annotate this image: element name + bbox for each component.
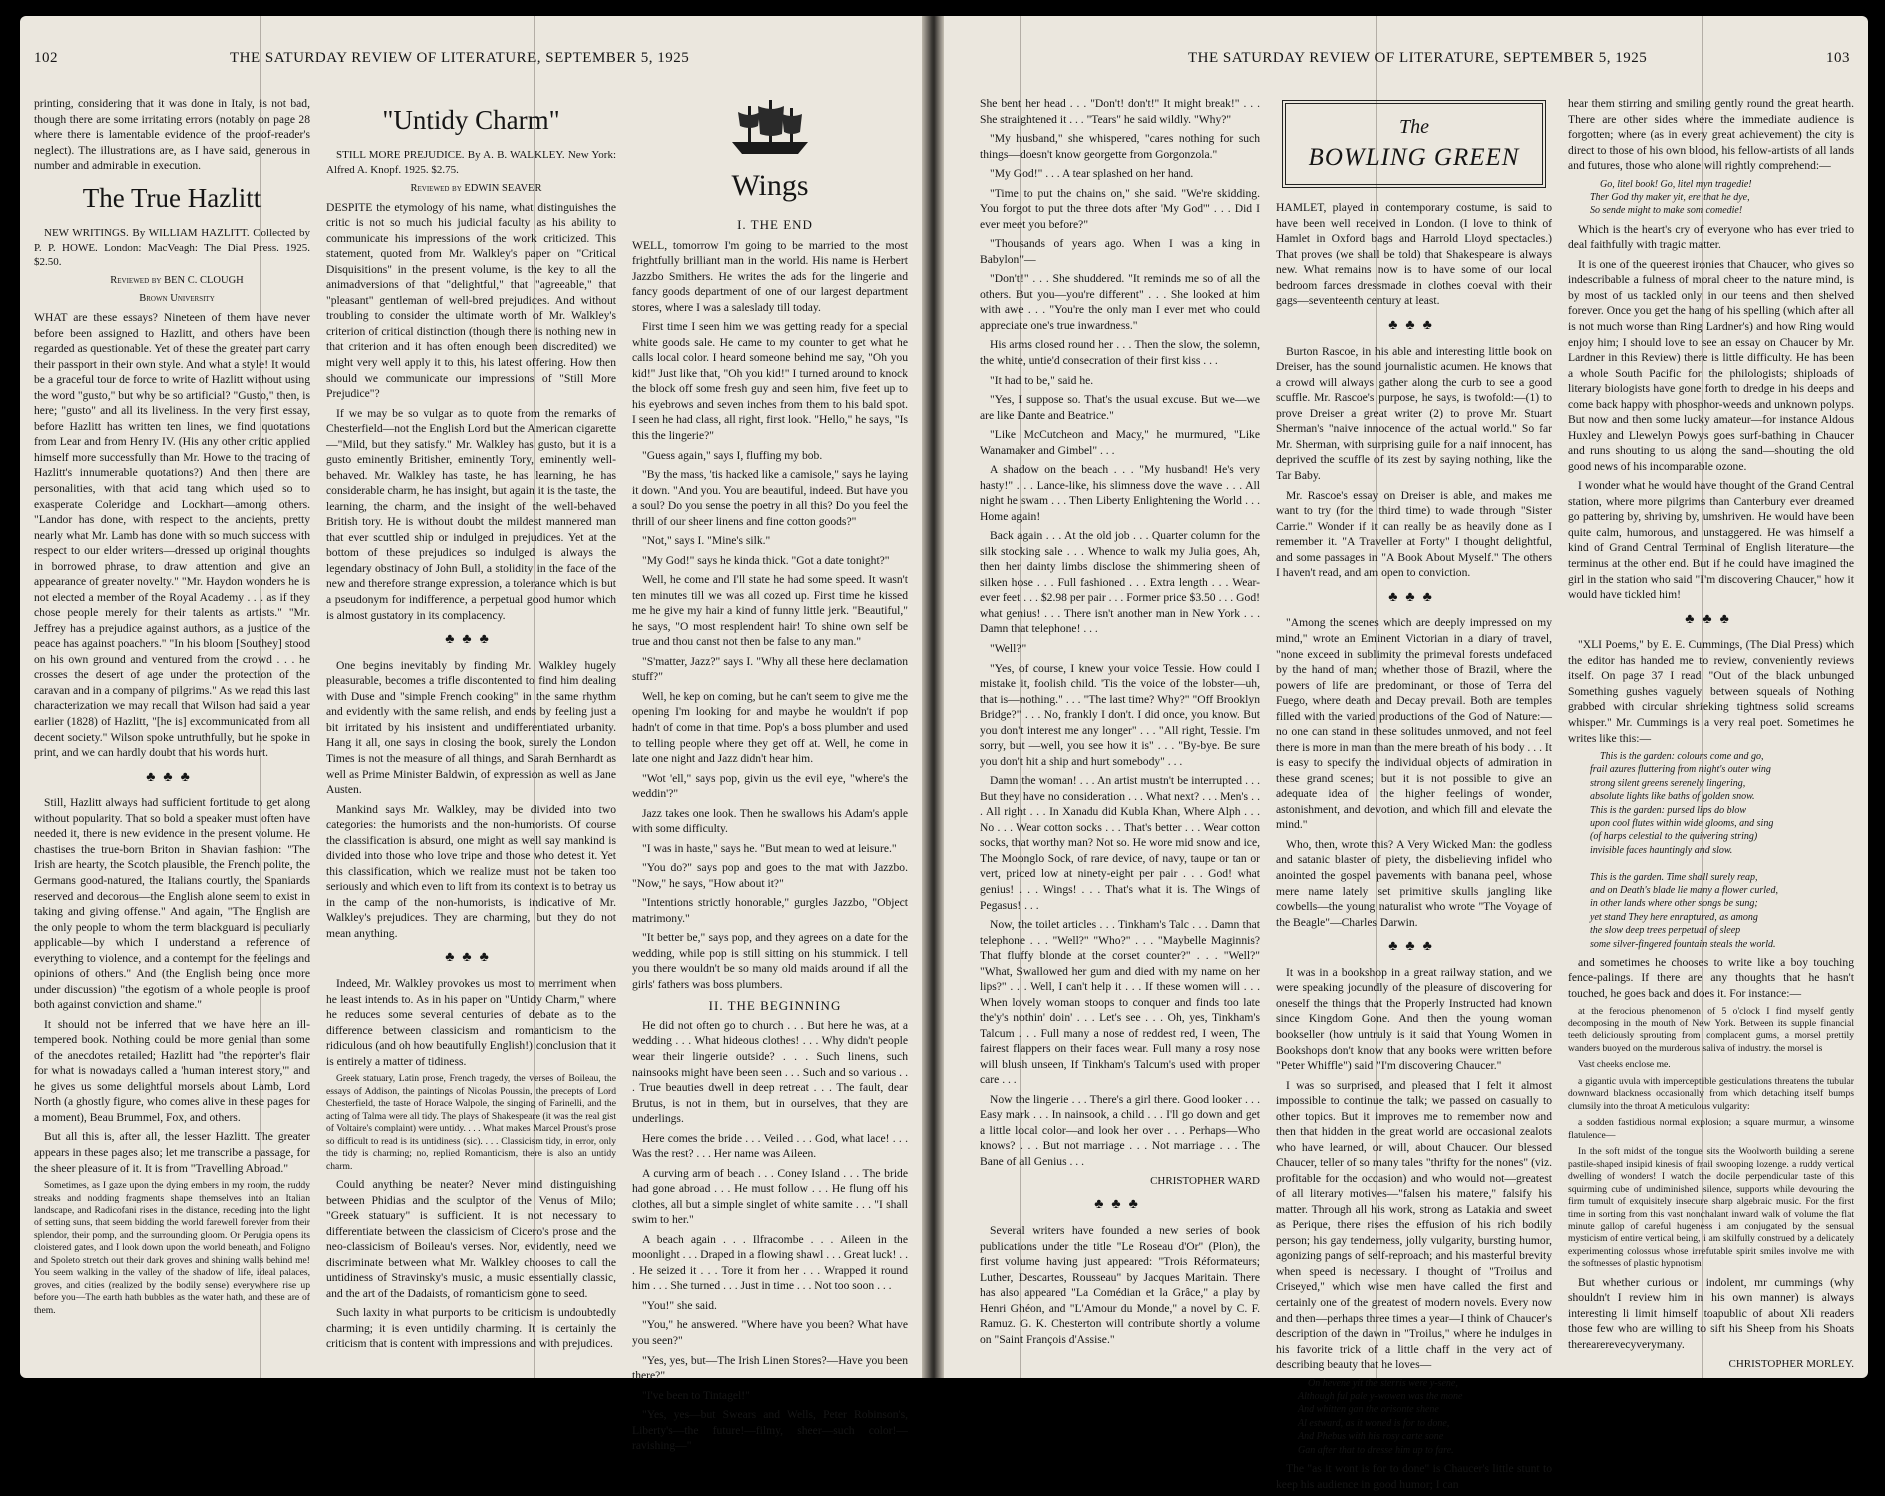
body-paragraph: "Intentions strictly honorable," gurgles Jazzbo, "Object matrimony." [632,896,908,925]
body-paragraph: Still, Hazlitt always had sufficient fortitude to get along without popularity. That so bold a speaker must often have needed it, there is new evidence in the present volume. He chastises the true-born Briton in Shavian fashion: "The Irish are hearty, the Scotch plausible, the French polite, the Germans good-natured, the Italians courtly, the Spaniards reserved and decorous—the English alone seem to exist in taking and giving offense." And again, "The English are the only people to whom the term blackguard is peculiarly applicable—by which I understand a reference of everything to violence, and a contempt for the feelings and opinions of others." And (the English being once more under discussion) "the egotism of a whole people is proof both against conviction and shame." [34,796,310,1012]
body-paragraph: His arms closed round her . . . Then the slow, the solemn, the white, untie'd consecration of their first kiss . . . [980,338,1260,367]
story-title: Wings [731,169,809,202]
body-paragraph: I was so surprised, and pleased that I felt it almost impossible to continue the talk; we passed on casually to other topics. But it improves me to remember now and then that hidden in the great world are occasional zealots who have learned, or will, about Chaucer. Our blessed Chaucer, teller of so many tales "thrifty for the nones" (viz. profitable for the occasion) and who would not—greatest of all literary motives—"falsen his matere," falsify his matter. Through all his work, strong as Latakia and sweet as Perique, there rises the effusion of his rich bodily person; his gay tenderness, jolly vulgarity, bursting humor, agonizing pangs of self-reproach; and his masterful brevity when speed is necessary. I thought of "Troilus and Criseyed," which wise men have called the first and certainly one of the greatest of modern novels. Every now and then—perhaps three times a year—I think of Chaucer's description of the dawn in "Troilus," where he indulges in his favorite trick of a little chaff in the very act of describing beauty that he loves— [1276,1078,1552,1372]
body-paragraph: One begins inevitably by finding Mr. Walkley hugely pleasurable, becomes a trifle discontented to find him dealing with Duse and "simple French cooking" in the same rhythm and evidently with the same relish, and ends by feeling just a bit irritated by his insistent and undifferentiated urbanity. Hang it all, one says in closing the book, surely the London Times is not the measure of all things, and Sarah Bernhardt as well as Prime Minister Baldwin, of expression as well as Jane Austen. [326,658,616,797]
body-paragraph: "Like McCutcheon and Macy," he murmured, "Like Wanamaker and Gimbel" . . . [980,428,1260,457]
section-ornament: ♣♣♣ [1685,611,1737,627]
left-page-number: 102 [34,50,58,66]
chaucer-verse: Go, litel book! Go, litel myn tragedie! Ther God thy maker yit, ere that he dye, So sende might to make som comedie! [1590,178,1752,217]
body-paragraph: It is one of the queerest ironies that Chaucer, who gives so indescribable a fulness of moral cheer to the nature mind, is by most of us tackled only in our teens and then shelved forever. Once you get the hang of his spelling (which after all is not much worse than Ring Lardner's) and how Ring would enjoy him; I should love to see an essay on Chaucer by Mr. Lardner in this Review) there is little difficulty. He has been a whole South Pacific for the philologists; shiploads of literary biologists have gone forth to dredge in his deeps and come back happy with phosphor-weeds and unknown polyps. But now and then some lucky amateur—for instance Aldous Huxley and Llewelyn Powys goes surf-bathing in Chaucer and runs shouting to us along the sand—shouting the old good news of his incomparable ozone. [1568,257,1854,473]
bowling-green-continued-column [1568,96,1854,1375]
body-paragraph: Well, he kep on coming, but he can't seem to give me the opening I'm looking for and maybe he wouldn't if pop hadn't of come in that time. Pop's a boss plumber and used to telling people where they get off at. Well, he come in late one night and Jazz didn't hear him. [632,689,908,766]
section-ornament: ♣♣♣ [445,632,497,648]
left-page [20,16,922,1453]
body-paragraph: Mr. Rascoe's essay on Dreiser is able, and makes me want to try (for the third time) to wade through "Sister Carrie." Wonder if it can really be as heavily done as I remember it. "A Traveller at Forty" I thought delightful, and some passages in "A Book About Myself." The others I haven't read, and am open to conviction. [1276,488,1552,580]
right-running-header: THE SATURDAY REVIEW OF LITERATURE, SEPTEMBER 5, 1925 [1188,50,1648,66]
body-paragraph: It was in a bookshop in a great railway station, and we were speaking jocundly of the pleasure of discovering for oneself the things that the Properly Instructed had known since Kingdom Gone. And then the young woman bookseller (how untruly is it said that Young Women in Bookshops don't know that any books were written before "Peter Whiffle") said "I'm discovering Chaucer." [1276,965,1552,1073]
cummings-quote: at the ferocious phenomenon of 5 o'clock I find myself gently decomposing in the mouth of New York. Between its supple financial teeth deliciously sprouting from complacent gums, a morsel prettily wanders buoyed on the murderous saliva of industry. the morsel is [1568,1005,1854,1054]
body-paragraph: Indeed, Mr. Walkley provokes us most to merriment when he least intends to. As in his paper on "Untidy Charm," where he reduces some several centuries of debate as to the difference between classicism and romanticism to the ridiculous (and oh how beautifully English!) conclusion that it is entirely a matter of tidiness. [326,977,616,1068]
cummings-quote: In the soft midst of the tongue sits the Woolworth building a serene pastile-shaped insipid kinesis of frail swooping lozenge. a ruddy vertical dwelling of wonders! I watch the docile perpendicular taste of this squirming cube of undiminished silence, supports while devouring the firm tumult of exquisitely insecure sharp algebraic music. For the first time in sorting from this vast nonchalant inward walk of volume the flat minute gallop of careful hugeness i am conjugated by the sensual mysticism of entire vertical being, i am skilfully construed by a delicately experimenting colossus whose irrefutable spirit smiles involve me with the softnesses of plastic hypnotism [1568,1146,1854,1270]
body-paragraph: A beach again . . . Ilfracombe . . . Aileen in the moonlight . . . Draped in a flowing shawl . . . Great luck! . . . He seized it . . . Tore it from her . . . Wrapped it round him . . . She turned . . . Just in time . . . Not too soon . . . [632,1232,908,1293]
body-paragraph: "You," he answered. "Where have you been? What have you seen?" [632,1318,908,1347]
film-scratch [534,16,535,1378]
section-ornament: ♣♣♣ [1388,939,1440,955]
body-paragraph: The "as it wont is for to done" is Chaucer's little stunt to keep his audience in good humor; I can [1276,1462,1552,1491]
book-info: NEW WRITINGS. By WILLIAM HAZLITT. Collected by P. P. HOWE. London: MacVeagh: The Dial Press. 1925. $2.50. [34,226,310,269]
body-paragraph: "Time to put the chains on," she said. "We're skidding. You forgot to put the three dots after 'My God'" . . . Did I ever meet you before?" [980,186,1260,231]
body-paragraph: "Yes, yes, but—The Irish Linen Stores?—Have you been there?" [632,1353,908,1383]
wings-column [632,96,908,1458]
body-paragraph: "It better be," says pop, and they agrees on a date for the wedding, while pop is still sitting on his stummick. I tell you there wouldn't be so many old maids around if all the girls' fathers was boss plumbers. [632,931,908,991]
ship-icon [724,96,816,160]
body-paragraph: It should not be inferred that we have here an ill-tempered book. Nothing could be more genial than some of the anecdotes retailed; Hazlitt had "the reporter's flair for what is nowadays called a 'human interest story,'" and he gives us some delightful morsels about Lamb, Lord North (a ghostly figure, who comes alive in these pages for a moment), Beau Brummel, Fox, and others. [34,1017,310,1124]
body-paragraph: Who, then, wrote this? A Very Wicked Man: the godless and satanic blaster of piety, the disbelieving infidel who anointed the gospel pavements with banana peel, whose mere name lately set primitive skulls jangling like cowbells—the young naturalist who wrote "The Voyage of the Beagle"—Charles Darwin. [1276,837,1552,929]
body-paragraph: "S'matter, Jazz?" says I. "Why all these here declamation stuff?" [632,654,908,684]
film-scratch [1020,16,1021,1378]
cummings-quote: Vast cheeks enclose me. [1578,1059,1671,1071]
body-paragraph: Burton Rascoe, in his able and interesting little book on Dreiser, has the sound journalistic acumen. He knows that a crowd will always gather along the curb to see a good scuffle. Mr. Rascoe's purpose, he says, is twofold:—(1) to prove Dreiser a great writer (2) to prove Mr. Stuart Sherman's "naive innocence of the actual world." So far Mr. Sherman, with surprising guile for a naif innocent, has deprived the scuffle of its zest by saying nothing, like the Tar Baby. [1276,344,1552,483]
body-paragraph: A curving arm of beach . . . Coney Island . . . The bride had gone abroad . . . He must follow . . . He flung off his clothes, all but a simple singlet of white samite . . . "I shall swim to her." [632,1166,908,1227]
body-paragraph: DESPITE the etymology of his name, what distinguishes the critic is not so much his judicial faculty as his ability to communicate his impressions of the work criticized. This statement, quoted from Mr. Walkley's paper on "Critical Disquisitions" in the present volume, is the key to all the animadversions of that "delightful," that "agreeable," that "pleasant" gentleman of well-bred prejudices. And without troubling to consider the ultimate worth of Mr. Walkley's criterion of critical distinction (though there is nothing new in that criterion and it has often enough been discredited) we might very well apply it to this, his latest offering. How then should we communicate our impressions of "Still More Prejudice"? [326,200,616,401]
body-paragraph: "XLI Poems," by E. E. Cummings, (The Dial Press) which the editor has handed me to review, conveniently reviews itself. On page 37 I read "Out of the black unbunged Something gushes vaguely between squeals of Nothing grabbed with circular shrieking tightness solid screams whisper." Mr. Cummings is a very real poet. Sometimes he writes like this:— [1568,638,1854,745]
reviewer-affiliation: Brown University [139,293,215,305]
body-paragraph: Now, the toilet articles . . . Tinkham's Talc . . . Damn that telephone . . . "Well?" "Who?" . . . "Maybelle Maginnis? That fluffy blonde at the corset counter?" . . . "Well?" "What, Swallowed her gum and died with my name on her lips?" . . . Well, I can't help it . . . If these women will . . . When lovely woman stoops to conquer and finds too late the'y's nothin' doin' . . . Let's see . . . Oh, yes, Tinkham's Talcum . . . Full many a nose of reddest red, I ween, The fairest flappers on their faces wear. Full many a rosy nose will blush unseen, If Tinkham's Talcum's used with proper care . . . [980,918,1260,1087]
masthead-title: BOWLING GREEN [1308,143,1520,171]
body-paragraph: HAMLET, played in contemporary costume, is said to have been well received in London. (I love to think of Hamlet in Oxford bags and Harrold Lloyd spectacles.) That proves (we shall be told) that Shakespeare is always new. What remains now is to have some of our local bedroom farces dressmade in clothes coeval with their gags—seventeenth century at least. [1276,201,1552,308]
body-paragraph: "You!" she said. [642,1298,717,1312]
body-paragraph: "Wot 'ell," says pop, givin us the evil eye, "where's the weddin'?" [632,771,908,801]
body-paragraph: If we may be so vulgar as to quote from the remarks of Chesterfield—not the English Lord but the American cigarette—"Mild, but they satisfy." Mr. Walkley has gusto, but it is a gusto eminently Britisher, eminently Tory, eminently well-behaved. Mr. Walkley has taste, he has learning, he has considerable charm, he has insight, but again it is the taste, the learning, the charm, and the insight of the well-behaved British tory. He is without doubt the mildest mannered man that ever scuttled ship or indulged in prejudices. Yet at the bottom of these prejudices so indulged is always the legendary obstinacy of John Bull, a stolidity in the face of the new and therefore strange expression, a tolerance which is but a pseudonym for indifference, a perpetual good humor which is almost gustatory in its complacency. [326,406,616,622]
body-paragraph: But whether curious or indolent, mr cummings (why shouldn't I review him in his own manner) is always interesting li limit himself toapublic of about Xli readers those few who are willing to sift his Sheep from his Shoats therearerevecyverymany. [1568,1275,1854,1351]
section-ornament: ♣♣♣ [445,950,497,966]
cummings-verse: This is the garden: colours come and go, frail azures fluttering from night's outer wing strong silent greens serenely lingering, absolute lights like baths of golden snow. This is the garden: pursed lips do blow upon cool flutes within wide glooms, and sing (of harps celestial to the quivering string) invisible faces hauntingly and slow. This is the garden. Time shall surely reap, and on Death's blade lie many a flower curled, in other lands where other songs be sung; yet stand They here enraptured, as among the slow deep trees perpetual of sleep some silver-fingered fountain steals the world. [1590,751,1778,950]
body-paragraph: "Guess again," says I, fluffing my bob. [642,448,823,462]
book-info: STILL MORE PREJUDICE. By A. B. WALKLEY. New York: Alfred A. Knopf. 1925. $2.75. [326,149,616,176]
left-running-header: THE SATURDAY REVIEW OF LITERATURE, SEPTEMBER 5, 1925 [230,50,690,66]
body-paragraph: "Thousands of years ago. When I was a king in Babylon"— [980,237,1260,266]
review-title: The True Hazlitt [82,182,262,213]
right-page-number: 103 [1826,50,1850,66]
quoted-passage: Greek statuary, Latin prose, French tragedy, the verses of Boileau, the essays of Addison, the paintings of Nicolas Poussin, the precepts of Lord Chesterfield, the taste of Horace Walpole, the singing of Farinelli, and the acting of Talma were all tidy. The plays of Shakespeare (it was the real gist of Voltaire's complaint) were untidy. . . . What makes Marcel Proust's prose so difficult to read is its untidiness (sic). . . . Classicism tidy, in error, only the tidy is charming; no, replied Romanticism, there is also an untidy charm. [326,1073,616,1172]
hazlitt-column [34,96,310,1321]
untidy-charm-column [326,96,616,1356]
reviewer-byline: Reviewed by BEN C. CLOUGH [110,275,244,287]
review-title: "Untidy Charm" [382,105,560,135]
body-paragraph: Damn the woman! . . . An artist mustn't be interrupted . . . But they have no consideration . . . What next? . . . Men's . . . All right . . . In Xanadu did Kubla Khan, Where Alph . . . No . . . Wear cotton socks . . . That's better . . . Wear cotton socks, that worthy man? Not so. He wore mid snow and ice, The Moonglo Sock, of rare device, of navy, taupe or tan or vert, priced low at ninety-eight per pair . . . God! what genius! . . . Wings! . . . That's what it is. The Wings of Pegasus! . . . [980,774,1260,912]
body-paragraph: "Yes, of course, I knew your voice Tessie. How could I mistake it, foolish child. 'Tis the voice of the lobster—uh, that is—nothing." . . . "The last time? Why?" "Off Brooklyn Bridge?" . . . No, frankly I don't. I did once, you know. But you don't interest me any longer" . . . "All right, Tessie. I'm sorry, but —well, you see how it is" . . . "By-bye. Be sure you don't hit a ship and hurt somebody" . . . [980,661,1260,768]
reviewer-byline: Reviewed by EDWIN SEAVER [410,182,542,194]
cummings-quote: a gigantic uvula with imperceptible gesticulations threatens the tubular downward blackness occasionally from which detaching itself bumps clumsily into the throat A meticulous vulgarity: [1568,1075,1854,1112]
section-heading: I. THE END [737,217,813,233]
body-paragraph: "I was in haste," says he. "But mean to wed at leisure." [642,841,897,855]
body-paragraph: "My husband," she whispered, "cares nothing for such things—doesn't know georgette from Gorgonzola." [980,132,1260,161]
section-ornament: ♣♣♣ [1388,318,1440,334]
book-gutter [922,16,944,1378]
body-paragraph: "Don't!" . . . She shuddered. "It reminds me so of all the others. But you—you're different" . . . She looked at him with awe . . . "You're the only man I ever met who could appreciate one's true inwardness." [980,272,1260,332]
section-ornament: ♣♣♣ [146,769,198,785]
bowling-green-masthead [1282,100,1546,188]
quoted-passage: Sometimes, as I gaze upon the dying embers in my room, the ruddy streaks and nodding fragments shape themselves into an Italian landscape, and Radicofani rises in the distance, receding into the light of setting suns, that seem bidding the world farewell forever from their splendor, their pomp, and the surrounding gloom. Or Perugia opens its cloistered gates, and I look down upon the world beneath, and Foligno and Spoleto stretch out their dark groves and shining walls behind me! You seem walking in the valley of the shadow of life, ideal palaces, groves, and cities (realized by the bodily sense) everywhere rise up before you—The earth hath bubbles as the water hath, and these are of them. [34,1180,310,1316]
film-scratch [260,16,261,1378]
right-page [944,16,1868,1491]
author-signature: CHRISTOPHER MORLEY. [1728,1357,1854,1370]
masthead-the: The [1399,116,1429,138]
wings-continued-column [980,96,1260,1351]
body-paragraph: "My God!" says he kinda thick. "Got a date tonight?" [642,553,890,567]
film-scratch [1376,16,1377,1378]
body-paragraph: She bent her head . . . "Don't! don't!" It might break!" . . . She straightened it . . . "Tears" he said wildly. "Why?" [980,97,1260,126]
body-paragraph: Jazz takes one look. Then he swallows his Adam's apple with some difficulty. [632,806,908,836]
bowling-green-column [1276,96,1552,1496]
body-paragraph: "I've been to Tintagel!" [642,1388,750,1402]
body-paragraph: Back again . . . At the old job . . . Quarter column for the silk stocking sale . . . Whence to walk my Julia goes, Ah, then her dainty limbs disclose the shimmering sheen of silken hose . . . Full fashioned . . . Extra length . . . Wear-ever feet . . . $2.98 per pair . . . Former price $3.50 . . . God! what genius! . . . There isn't another man in New York . . . Damn that telephone! . . . [980,529,1260,636]
body-paragraph: I wonder what he would have thought of the Grand Central station, where more pilgrims than Canterbury ever dreamed go pattering by, shriving by, umshriven. He would have been quite calm, humorous, and unstaggered. He was himself a kind of Grand Central Terminal of English literature—the terminus at the other end. But if he could have imagined the girl in the station who said "I'm discovering Chaucer," how it would have tickled him! [1568,479,1854,602]
body-paragraph: A shadow on the beach . . . "My husband! He's very hasty!" . . . Lance-like, his slimness dove the wave . . . All night he swam . . . Then Liberty Enlightening the World . . . Home again! [980,463,1260,523]
body-paragraph: "Yes, yes—but Swears and Wells, Peter Robinson's, Liberty's—the future!—filmy, sheer—such color!—ravishing—" [632,1408,908,1453]
body-paragraph: Several writers have founded a new series of book publications under the title "Le Roseau d'Or" (Plon), the first volume having just appeared: "Trois Réformateurs; Luther, Descartes, Rousseau" by Jacques Maritain. There has also appeared "La Comédian et la Grâce," a play by Henri Ghéon, and "L'Amour du Monde," a novel by C. F. Ramuz. G. K. Chesterton will contribute shortly a volume on "Saint François d'Assise." [980,1224,1260,1346]
film-scratch [1702,16,1703,1378]
cummings-quote: a sodden fastidious normal explosion; a square murmur, a winsome flatulence— [1568,1117,1854,1141]
body-paragraph: "Among the scenes which are deeply impressed on my mind," wrote an Eminent Victorian in a diary of travel, "none exceed in sublimity the primeval forests undefaced by the hand of man; whether those of Brazil, where the powers of life are predominant, or those of Terra del Fuego, where death and Decay prevail. Both are temples filled with the varied productions of the God of Nature:—no one can stand in these solitudes unmoved, and not feel there is more in man than the mere breath of his body . . . It is easy to specify the individual objects of admiration in these grand scenes; but it is not possible to give an adequate idea of the higher feelings of wonder, astonishment, and devotion, and which fill and elevate the mind." [1276,616,1552,832]
body-paragraph: "Well?" [990,642,1027,655]
body-paragraph: hear them stirring and smiling gently round the great hearth. There are other sides where the immediate audience is forgotten; where (as in every great achievement) the city is direct to those of his own blood, his fellow-artists of all lands and futures, those who alone will rightly comprehend:— [1568,97,1854,173]
body-paragraph: and sometimes he chooses to write like a boy touching fence-palings. If there are any thoughts that he hasn't touched, he goes back and does it. For instance:— [1568,955,1854,1000]
body-paragraph: "Yes, I suppose so. That's the usual excuse. But we—we are like Dante and Beatrice." [980,393,1260,422]
body-paragraph: He did not often go to church . . . But here he was, at a wedding . . . What hideous clothes! . . . Why didn't people wear their lingerie outside? . . . Such linens, such nainsooks might have been seen . . . Such and so various . . . True beauties dwell in deep retreat . . . The fault, dear Brutus, is not in them, but in ourselves, that they are underlings. [632,1018,908,1126]
body-paragraph: Which is the heart's cry of everyone who has ever tried to deal faithfully with tragic matter. [1568,222,1854,252]
section-ornament: ♣♣♣ [1388,589,1440,605]
body-paragraph: Mankind says Mr. Walkley, may be divided into two categories: the humorists and the non-humorists. Of course the classification is absurd, one might as well say mankind is divided into those who love tripe and those who detest it. Yet this classification, which we realize must not be taken too seriously and which even to lift from its context is to betray us in the camp of the non-humorists, is indicative of Mr. Walkley's prejudices. They are charming, but they do not mean anything. [326,802,616,940]
body-paragraph: "By the mass, 'tis hacked like a camisole," says he laying it down. "And you. You are beautiful, indeed. But have you a soul? Do you sense the poetry in all this? Do you feel the thrill of our sheer linens and fine cotton goods?" [632,468,908,528]
body-paragraph: "My God!" . . . A tear splashed on her hand. [990,167,1194,181]
body-paragraph: Could anything be neater? Never mind distinguishing between Phidias and the sculptor of the Venus of Milo; "Greek statuary" is sufficient. It is not necessary to differentiate between the classicism of Cicero's prose and the neo-classicism of Boileau's verses. Nor, evidently, need we discriminate between what Mr. Walkley chooses to call the untidiness of Stravinsky's music, a music essentially classic, and the art of the Dadaists, of romanticism gone to seed. [326,1178,616,1300]
section-heading: II. THE BEGINNING [708,997,842,1013]
chaucer-verse: On hevene yit the sterris were y-sene, Although ful pale y-wowen was the mone And whitten gan the orisonte shene Al estward, as it woned is for to done, And Phebus with his rosy carte sone Gan after that to dresse him up to fare. [1298,1377,1463,1456]
body-paragraph: "You do?" says pop and goes to the mat with Jazzbo. "Now," he says, "How about it?" [632,861,908,890]
body-paragraph: WELL, tomorrow I'm going to be married to the most frightfully brilliant man in the world. His name is Herbert Jazzbo Smithers. He writes the ads for the lingerie and fancy goods department of one of our largest department stores, where I was a saleslady till today. [632,238,908,314]
continued-text: printing, considering that it was done in Italy, is not bad, though there are some irritating errors (notably on page 28 where there is lamentable evidence of the proof-reader's neglect). The illustrations are, as I have said, generous in number and admirable in execution. [34,97,310,173]
body-paragraph: Such laxity in what purports to be criticism is undoubtedly charming; it is even untidily charming. It is certainly the criticism that is content with impressions and with prejudices. [326,1306,616,1351]
body-paragraph: "Not," says I. "Mine's silk." [642,534,771,548]
body-paragraph: Well, he come and I'll state he had some speed. It wasn't ten minutes till we was all cozed up. First time he kissed me he give my hair a kind of funny little jerk. "Beautiful," he says, "O most resplendent hair! To shine own self be true and thou canst not then be false to any man." [632,573,908,649]
author-signature: CHRISTOPHER WARD [1150,1174,1260,1187]
body-paragraph: "It had to be," said he. [990,373,1094,387]
body-paragraph: First time I seen him we was getting ready for a special white goods sale. He came to my counter to get what he calls local color. I heard someone behind me say, "Oh you kid!" Just like that, "Oh you kid!" I turned around to knock the block off some fresh guy and seen him, five feet up to his eyebrows and seven inches from them to his bald spot. I seen he had class, all right, first look. "Hello," he says, "Is this the lingerie?" [632,320,908,442]
body-paragraph: But all this is, after all, the lesser Hazlitt. The greater appears in these pages also; let me transcribe a passage, for the sheer pleasure of it. It is from "Travelling Abroad." [34,1130,310,1175]
body-paragraph: WHAT are these essays? Nineteen of them have never before been assigned to Hazlitt, and others have been regarded as questionable. Yet of these the greater part carry their passport in their own style. And what a style! It would be a graceful tour de force to write of Hazlitt without using the word "gusto," but why be so artificial? "Gusto," then, is here; "gusto" and all its liveliness. In the very first essay, before Hazlitt has written ten lines, we find quotations from Lear and from Henry IV. (His any other critic applied himself more successfully than Mr. Howe to the tracing of Hazlitt's innumerable quotations?) And then there are personalities, with that acid tang which used so to exasperate Coleridge and Lockhart—among others. "Landor has done, with respect to the ancients, pretty nearly what Mr. Lamb has done with so much success with respect to our elder writers—dressed up original thoughts in borrowed phrase, to draw attention and give an appearance of greater novelty." "Mr. Haydon wonders he is not elected a member of the Royal Academy . . . as if they chose people merely for their talents as artists." "Mr. Jeffrey has a prejudice against authors, as a justice of the peace has against poachers." "In his bloom [Southey] stood on his own ground and ventured from the crowd . . . he crosses the desert of age under the protection of the caravan and in a company of pilgrims." As we read this last characterization we may recall that Wilson had said a year earlier (1828) of Hazlitt, "[he is] excommunicated from all decent society." Wilson spoke untruthfully, but he spoke in print, and we can hardly doubt that his words hurt. [34,311,310,760]
body-paragraph: Here comes the bride . . . Veiled . . . God, what lace! . . . Was the rest? . . . Her name was Aileen. [632,1131,908,1161]
section-ornament: ♣♣♣ [1094,1197,1146,1213]
body-paragraph: Now the lingerie . . . There's a girl there. Good looker . . . Easy mark . . . In nainsook, a child . . . I'll go down and get a little local color—and look her over . . . Perhaps—Who knows? . . . But not marriage . . . Not marriage . . . The Bane of all Genius . . . [980,1092,1260,1168]
